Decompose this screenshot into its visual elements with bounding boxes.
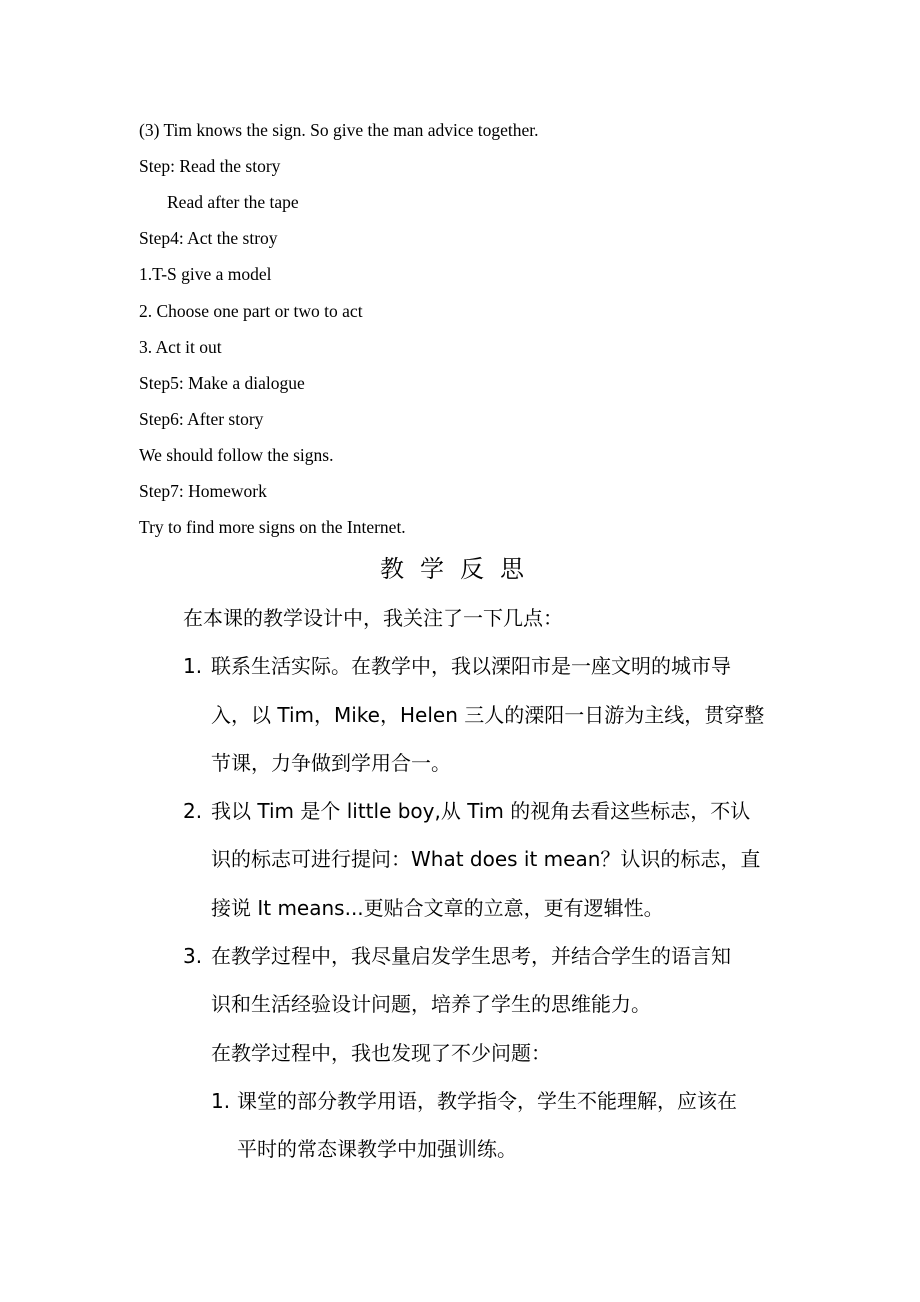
step-line: Step7: Homework xyxy=(139,481,267,501)
point-2-line-3: 接说 It means...更贴合文章的立意，更有逻辑性。 xyxy=(211,896,664,920)
point-2-line-1 xyxy=(183,797,750,825)
problem-1-text: 课堂的部分教学用语，教学指令，学生不能理解，应该在 xyxy=(237,1089,737,1113)
point-1-line-3: 节课，力争做到学用合一。 xyxy=(211,751,451,775)
point-1-line-1 xyxy=(183,652,731,680)
step-line: 2. Choose one part or two to act xyxy=(139,301,363,321)
step-line: 1.T-S give a model xyxy=(139,264,272,284)
step-line: (3) Tim knows the sign. So give the man advice together. xyxy=(139,120,539,140)
point-2-number: 2. xyxy=(183,799,203,823)
reflection-intro: 在本课的教学设计中，我关注了一下几点： xyxy=(183,606,563,630)
step-line: 3. Act it out xyxy=(139,337,222,357)
step-line: Read after the tape xyxy=(167,192,299,212)
step-line: Step4: Act the stroy xyxy=(139,228,278,248)
step-line: We should follow the signs. xyxy=(139,445,334,465)
step-line: Try to find more signs on the Internet. xyxy=(139,517,406,537)
point-1-number: 1. xyxy=(183,654,203,678)
point-2-text: 我以 Tim 是个 little boy,从 Tim 的视角去看这些标志，不认 xyxy=(211,799,751,823)
point-2-line-2: 识的标志可进行提问：What does it mean？认识的标志，直 xyxy=(211,847,761,871)
point-3-text: 在教学过程中，我尽量启发学生思考，并结合学生的语言知 xyxy=(211,944,731,968)
problem-1-line-2: 平时的常态课教学中加强训练。 xyxy=(237,1137,517,1161)
step-line: Step6: After story xyxy=(139,409,264,429)
point-3-line-2: 识和生活经验设计问题，培养了学生的思维能力。 xyxy=(211,992,651,1016)
problem-1-line-1 xyxy=(211,1087,737,1115)
point-1-line-2: 入，以 Tim，Mike，Helen 三人的溧阳一日游为主线，贯穿整 xyxy=(211,703,765,727)
reflection-title: 教学反思 xyxy=(380,555,540,583)
point-3-line-1 xyxy=(183,942,731,970)
step-line: Step5: Make a dialogue xyxy=(139,373,305,393)
point-1-text: 联系生活实际。在教学中，我以溧阳市是一座文明的城市导 xyxy=(211,654,731,678)
step-line: Step: Read the story xyxy=(139,156,281,176)
problem-1-number: 1. xyxy=(211,1089,231,1113)
problems-intro: 在教学过程中，我也发现了不少问题： xyxy=(211,1041,551,1065)
point-3-number: 3. xyxy=(183,944,203,968)
